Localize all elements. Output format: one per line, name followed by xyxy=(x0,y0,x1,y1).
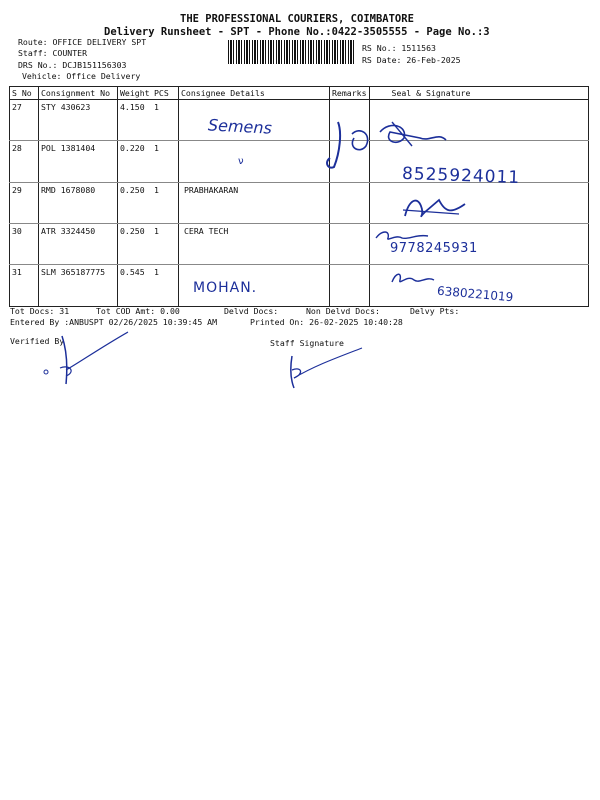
cell-remarks xyxy=(330,224,370,265)
col-consignment: Consignment No xyxy=(39,87,118,100)
staff-label: Staff: COUNTER xyxy=(18,48,88,58)
handwritten-mark-28: ν xyxy=(238,156,244,167)
table-row xyxy=(10,183,589,224)
entered-by: Entered By :ANBUSPT 02/26/2025 10:39:45 AM xyxy=(10,317,218,327)
cell-pcs: 1 xyxy=(152,183,179,224)
total-cod-amount: Tot COD Amt: 0.00 xyxy=(96,306,180,316)
handwritten-phone-31: 6380221019 xyxy=(436,283,514,305)
printed-on: Printed On: 26-02-2025 10:40:28 xyxy=(250,317,403,327)
non-delivered-docs: Non Delvd Docs: xyxy=(306,306,380,316)
company-title: THE PROFESSIONAL COURIERS, COIMBATORE xyxy=(180,13,414,25)
handwritten-consignee-27: Semens xyxy=(207,115,273,138)
handwritten-phone-28: 8525924011 xyxy=(401,163,521,189)
signature-29 xyxy=(395,190,475,224)
verified-by-label: Verified By xyxy=(10,336,65,346)
cell-sno: 30 xyxy=(10,224,39,265)
col-pcs: PCS xyxy=(152,87,179,100)
cell-weight: 0.250 xyxy=(118,224,153,265)
col-sno: S No xyxy=(10,87,39,100)
cell-weight: 4.150 xyxy=(118,100,153,141)
delivery-points: Delvy Pts: xyxy=(410,306,460,316)
cell-consignment: ATR 3324450 xyxy=(39,224,118,265)
table-row xyxy=(10,224,589,265)
cell-sno: 28 xyxy=(10,141,39,183)
cell-sno: 27 xyxy=(10,100,39,141)
signature-30 xyxy=(372,228,432,244)
table-header-row xyxy=(10,87,589,100)
vehicle-label: Vehicle: Office Delivery xyxy=(22,71,141,81)
table-row xyxy=(10,100,589,141)
total-docs: Tot Docs: 31 xyxy=(10,306,70,316)
staff-signature-label: Staff Signature xyxy=(270,338,344,348)
cell-weight: 0.220 xyxy=(118,141,153,183)
signature-27 xyxy=(320,112,480,172)
verified-by-signature xyxy=(40,328,140,390)
cell-pcs: 1 xyxy=(152,100,179,141)
rs-date: RS Date: 26-Feb-2025 xyxy=(362,55,461,65)
cell-pcs: 1 xyxy=(152,265,179,307)
cell-sno: 29 xyxy=(10,183,39,224)
cell-weight: 0.545 xyxy=(118,265,153,307)
cell-pcs: 1 xyxy=(152,141,179,183)
cell-consignment: POL 1381404 xyxy=(39,141,118,183)
rs-number: RS No.: 1511563 xyxy=(362,43,436,53)
signature-31 xyxy=(388,268,438,288)
cell-pcs: 1 xyxy=(152,224,179,265)
col-weight: Weight xyxy=(118,87,153,100)
col-consignee: Consignee Details xyxy=(179,87,330,100)
handwritten-phone-30: 9778245931 xyxy=(390,241,478,256)
handwritten-consignee-31: MOHAN. xyxy=(193,280,258,296)
cell-consignee xyxy=(179,141,330,183)
cell-consignee: CERA TECH xyxy=(179,224,330,265)
cell-consignee: PRABHAKARAN xyxy=(179,183,330,224)
cell-weight: 0.250 xyxy=(118,183,153,224)
col-seal-signature: Seal & Signature xyxy=(369,87,588,100)
route-label: Route: OFFICE DELIVERY SPT xyxy=(18,37,147,47)
cell-remarks xyxy=(330,183,370,224)
col-remarks: Remarks xyxy=(330,87,370,100)
cell-consignment: STY 430623 xyxy=(39,100,118,141)
cell-remarks xyxy=(330,265,370,307)
cell-consignment: SLM 365187775 xyxy=(39,265,118,307)
runsheet-subtitle: Delivery Runsheet - SPT - Phone No.:0422-3505555 - Page No.:3 xyxy=(104,26,490,38)
cell-sno: 31 xyxy=(10,265,39,307)
staff-signature xyxy=(280,344,370,392)
cell-consignment: RMD 1678080 xyxy=(39,183,118,224)
delivered-docs: Delvd Docs: xyxy=(224,306,279,316)
drs-number: DRS No.: DCJB151156303 xyxy=(18,60,127,70)
runsheet-table xyxy=(9,86,589,307)
barcode xyxy=(228,40,356,64)
